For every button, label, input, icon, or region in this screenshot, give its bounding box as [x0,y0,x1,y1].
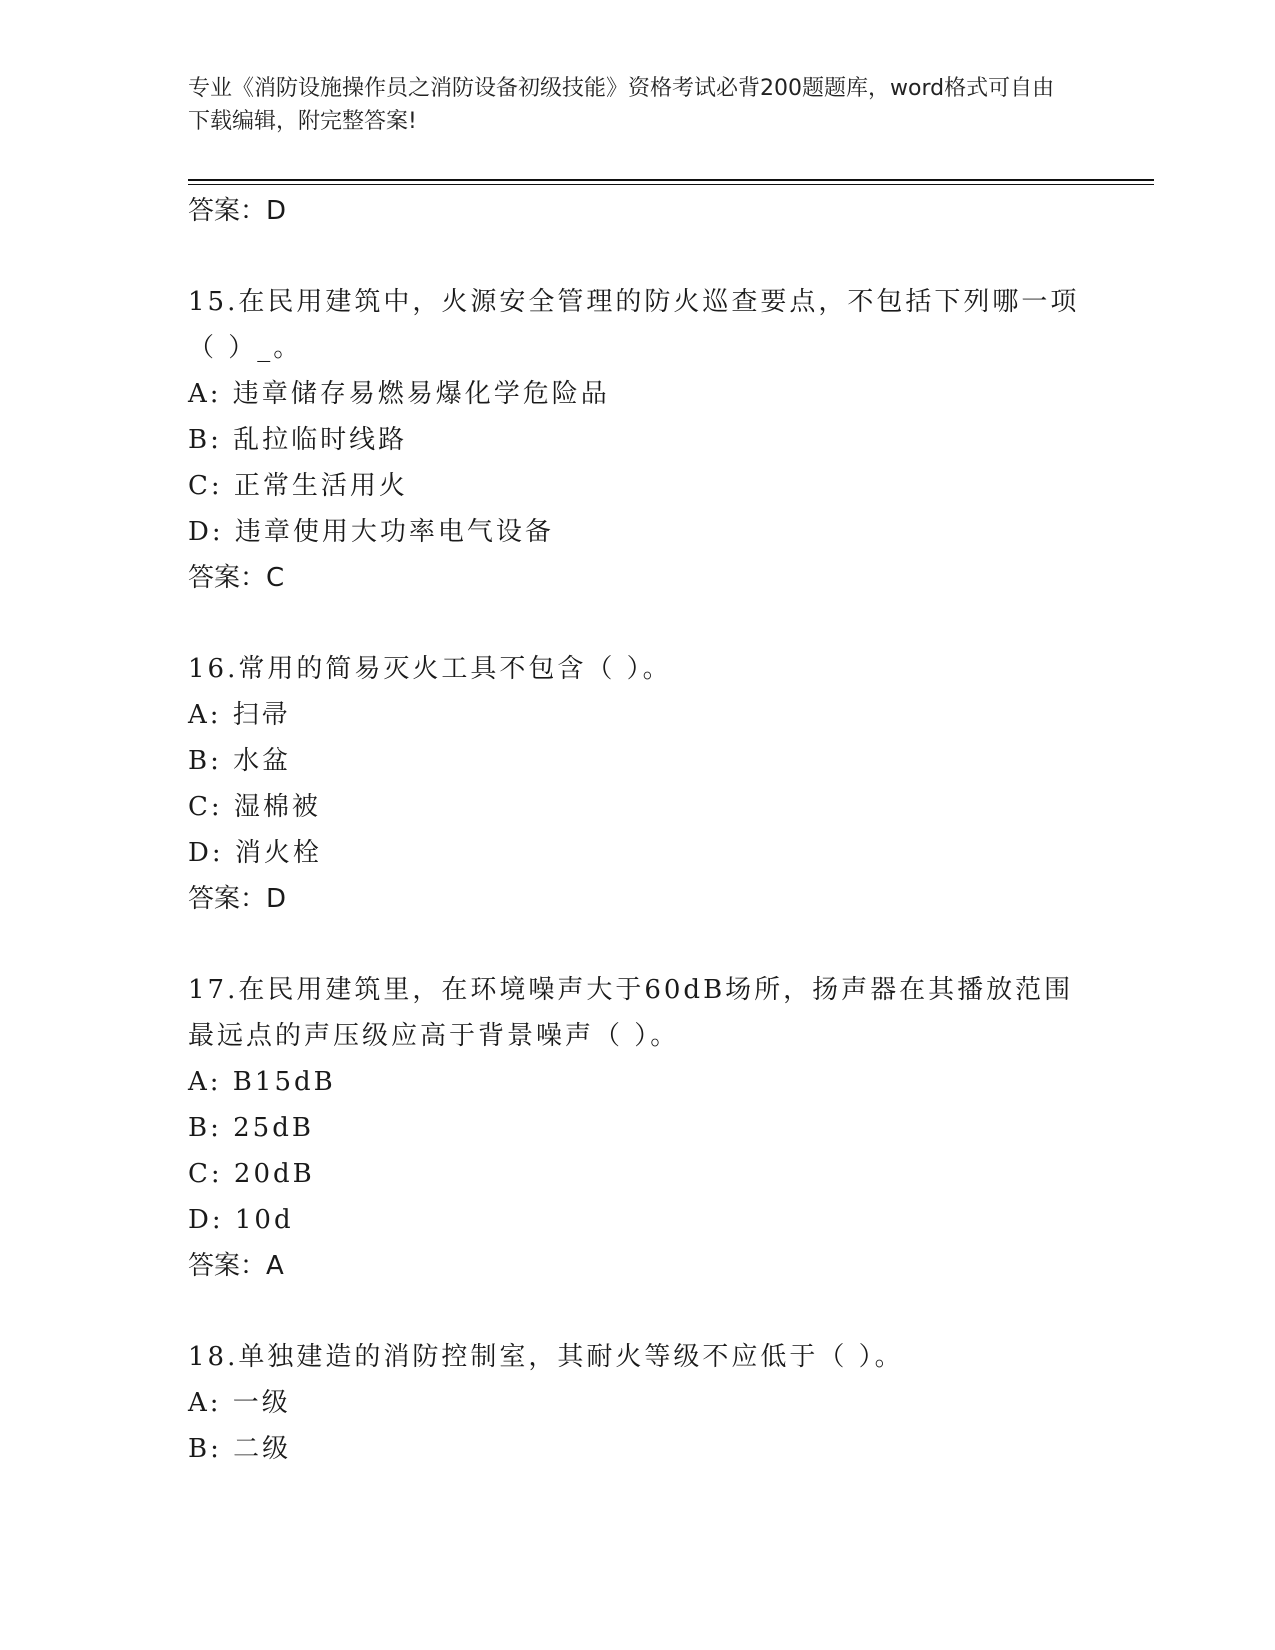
question-16-option-b: B: 水盆 [188,746,292,776]
spacer [188,1289,1088,1334]
question-16-option-d: D: 消火栓 [188,838,322,868]
question-18-text: 18.单独建造的消防控制室，其耐火等级不应低于（ ）。 [188,1342,904,1372]
question-15-option-d: D: 违章使用大功率电气设备 [188,517,554,547]
question-block-16 [188,646,1088,922]
header-divider-thin [188,184,1154,185]
question-15-option-a: A: 违章储存易燃易爆化学危险品 [188,379,610,409]
question-17-option-b: B: 25dB [188,1113,314,1143]
answer-15: 答案：C [188,563,285,593]
spacer [188,234,1088,279]
question-17-text-line1: 17.在民用建筑里，在环境噪声大于60dB场所，扬声器在其播放范围 [188,975,1074,1005]
question-block-18 [188,1334,1088,1472]
question-16-text: 16.常用的简易灭火工具不包含（ ）。 [188,654,672,684]
spacer [188,601,1088,646]
question-16-option-a: A: 扫帚 [188,700,291,730]
answer-14: 答案：D [188,196,287,226]
question-17-option-a: A: B15dB [188,1067,336,1097]
question-15-option-c: C: 正常生活用火 [188,471,408,501]
question-17-text-line2: 最远点的声压级应高于背景噪声（ ）。 [188,1021,680,1051]
question-block-17 [188,967,1088,1289]
question-15-text-line2: （ ）_。 [188,333,303,363]
answer-17: 答案：A [188,1251,284,1281]
answer-16: 答案：D [188,884,287,914]
question-list [188,188,1088,1472]
header-divider-thick [188,179,1154,181]
question-15-option-b: B: 乱拉临时线路 [188,425,408,455]
spacer [188,922,1088,967]
question-18-option-b: B: 二级 [188,1434,292,1464]
question-16-option-c: C: 湿棉被 [188,792,321,822]
document-header: 专业《消防设施操作员之消防设备初级技能》资格考试必背200题题库，word格式可自由下载编辑，附完整答案! [188,76,1055,134]
question-18-option-a: A: 一级 [188,1388,291,1418]
question-15-text-line1: 15.在民用建筑中，火源安全管理的防火巡查要点，不包括下列哪一项 [188,287,1080,317]
question-17-option-d: D: 10d [188,1205,294,1235]
question-17-option-c: C: 20dB [188,1159,315,1189]
question-block-15 [188,279,1088,601]
